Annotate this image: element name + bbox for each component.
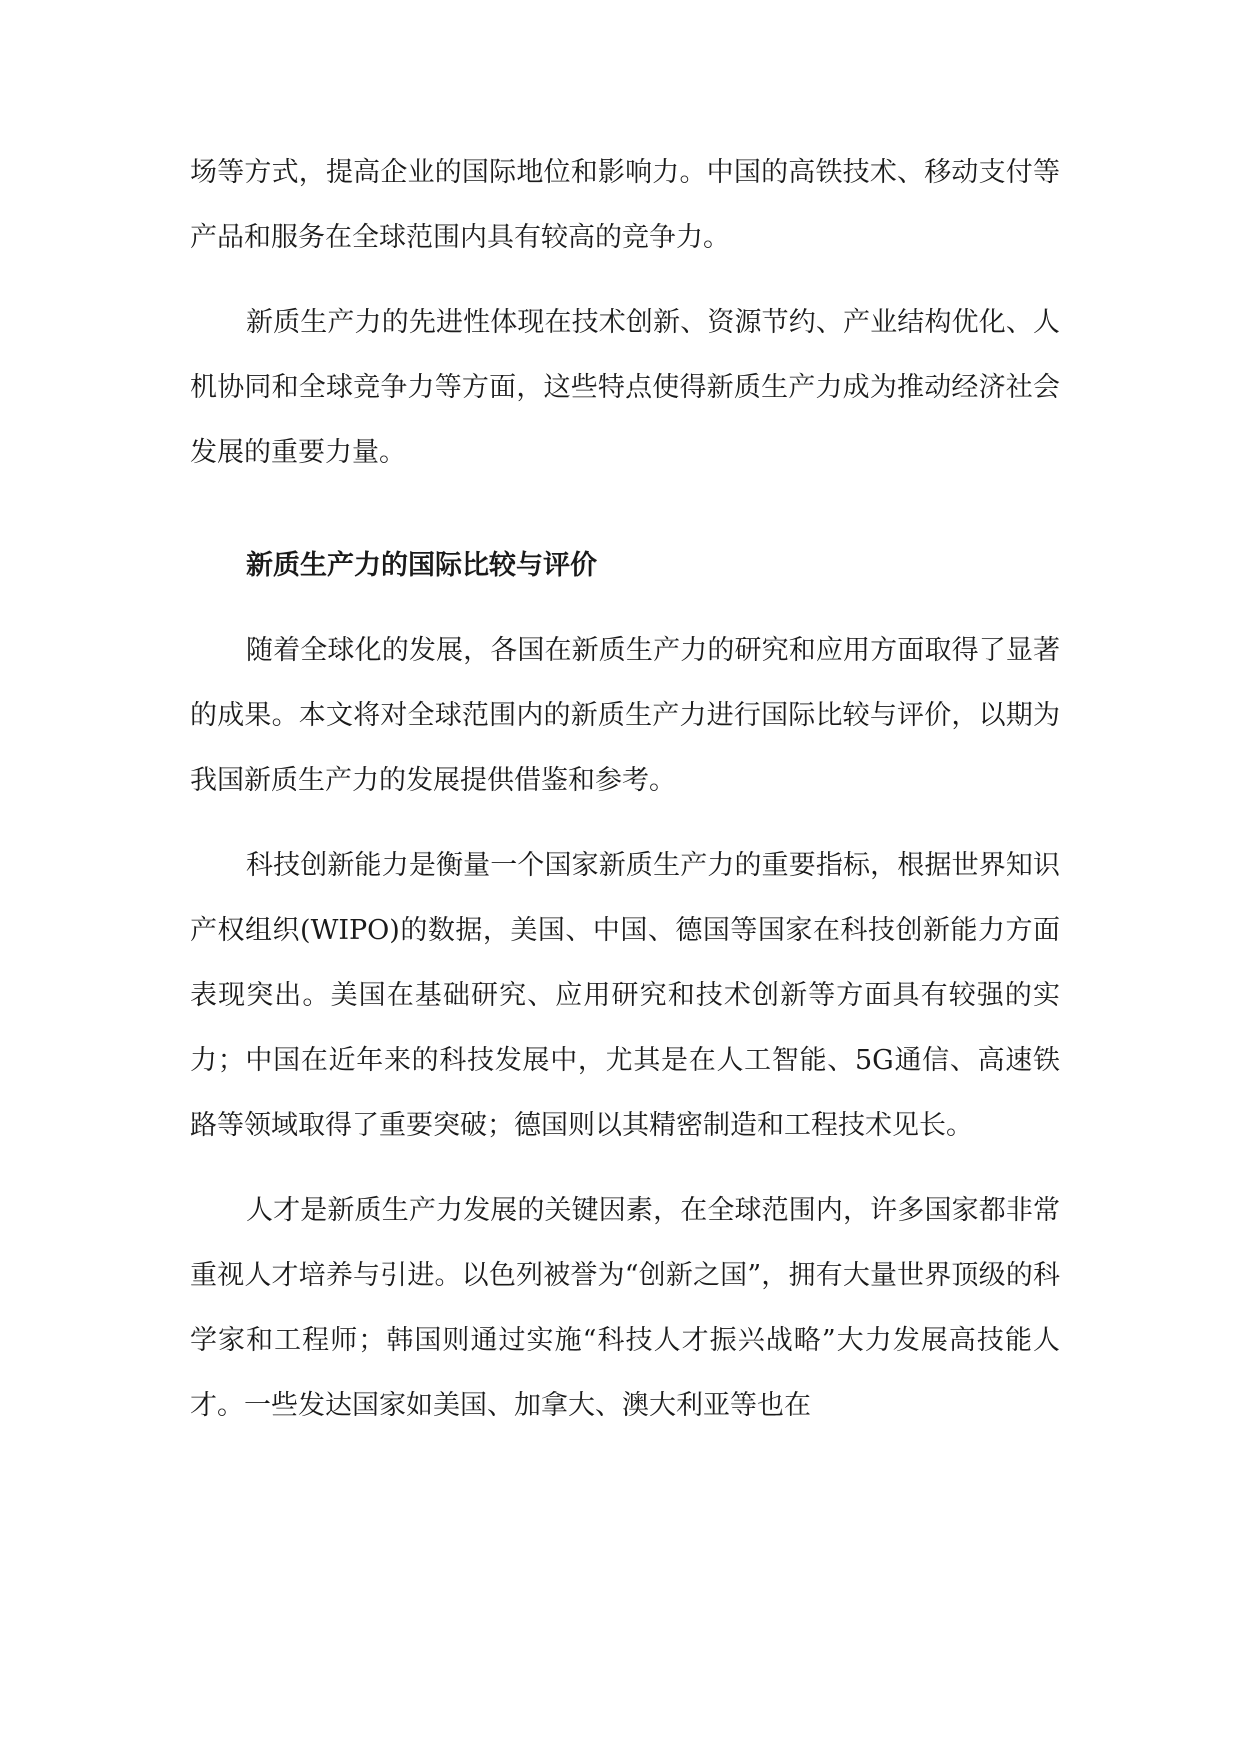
body-paragraph: 随着全球化的发展，各国在新质生产力的研究和应用方面取得了显著的成果。本文将对全球范围内的新质生产力进行国际比较与评价，以期为我国新质生产力的发展提供借鉴和参考。 bbox=[190, 635, 1060, 796]
section-heading: 新质生产力的国际比较与评价 bbox=[246, 550, 597, 581]
body-paragraph: 场等方式，提高企业的国际地位和影响力。中国的高铁技术、移动支付等产品和服务在全球范围内具有较高的竞争力。 bbox=[190, 157, 1060, 253]
body-paragraph: 科技创新能力是衡量一个国家新质生产力的重要指标，根据世界知识产权组织(WIPO)的数据，美国、中国、德国等国家在科技创新能力方面表现突出。美国在基础研究、应用研究和技术创新等方面具有较强的实力；中国在近年来的科技发展中，尤其是在人工智能、5G通信、高速铁路等领域取得了重要突破；德国则以其精密制造和工程技术见长。 bbox=[190, 850, 1060, 1141]
body-paragraph: 新质生产力的先进性体现在技术创新、资源节约、产业结构优化、人机协同和全球竞争力等方面，这些特点使得新质生产力成为推动经济社会发展的重要力量。 bbox=[190, 307, 1060, 468]
document-page bbox=[190, 140, 1060, 1458]
body-paragraph: 人才是新质生产力发展的关键因素，在全球范围内，许多国家都非常重视人才培养与引进。以色列被誉为“创新之国”，拥有大量世界顶级的科学家和工程师；韩国则通过实施“科技人才振兴战略”大力发展高技能人才。一些发达国家如美国、加拿大、澳大利亚等也在 bbox=[190, 1195, 1060, 1421]
